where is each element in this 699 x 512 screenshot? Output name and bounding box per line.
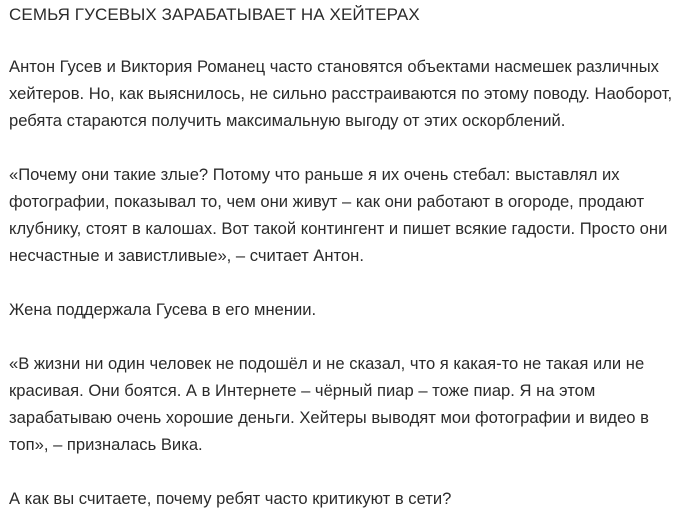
article-paragraph-vika-quote: «В жизни ни один человек не подошёл и не сказал, что я какая-то не такая или не красивая. Они боятся. А в Интернете – чёрный пиар – тоже пиар. Я на этом зарабатываю очень хорошие деньги. Хейтеры выводят мои фотографии и видео в топ», – призналась Вика. xyxy=(9,354,649,454)
article-paragraph-question: А как вы считаете, почему ребят часто критикуют в сети? xyxy=(9,489,452,508)
article-title: СЕМЬЯ ГУСЕВЫХ ЗАРАБАТЫВАЕТ НА ХЕЙТЕРАХ xyxy=(9,5,420,24)
article-paragraph-anton-quote: «Почему они такие злые? Потому что раньше я их очень стебал: выставлял их фотографии, показывал то, чем они живут – как они работают в огороде, продают клубнику, стоят в калошах. Вот такой контингент и пишет всякие гадости. Просто они несчастные и завистливые», – считает Антон. xyxy=(9,165,668,265)
article-paragraph-wife-support: Жена поддержала Гусева в его мнении. xyxy=(9,300,317,319)
article-paragraph-intro: Антон Гусев и Виктория Романец часто становятся объектами насмешек различных хейтеров. Но, как выяснилось, не сильно расстраиваются по этому поводу. Наоборот, ребята стараются получить максимальную выгоду от этих оскорблений. xyxy=(9,57,673,130)
